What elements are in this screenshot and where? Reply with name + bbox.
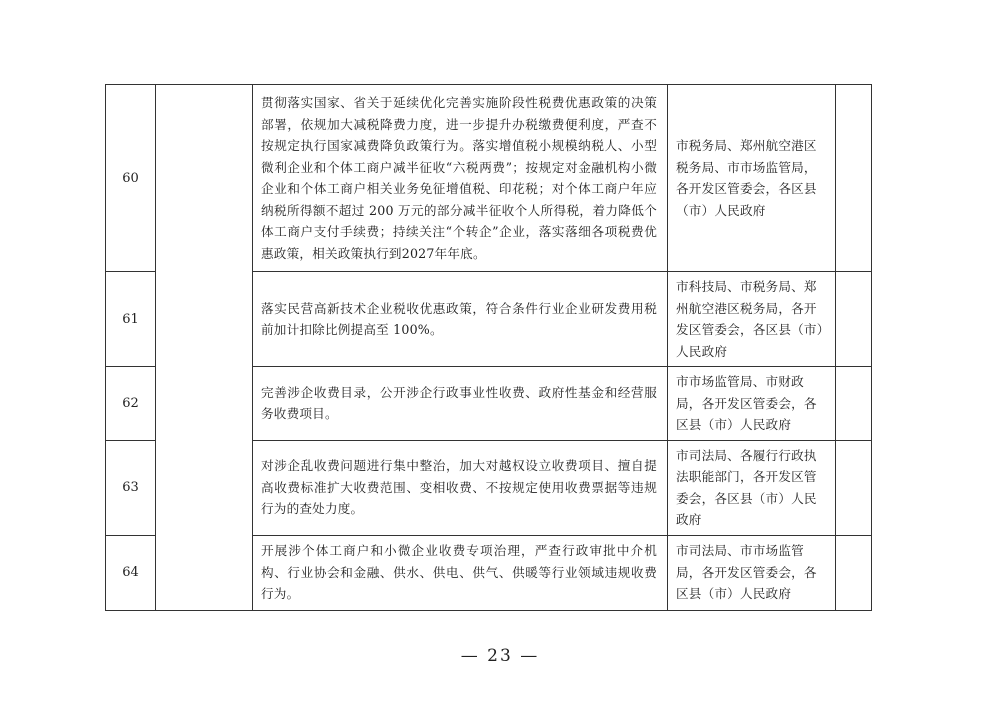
row-number: 60 — [106, 85, 156, 272]
task-cell: 落实民营高新技术企业税收优惠政策，符合条件行业企业研发费用税前加计扣除比例提高至 100%。 — [253, 272, 668, 367]
row-number: 61 — [106, 272, 156, 367]
note-cell — [836, 535, 872, 610]
responsible-unit-cell: 市科技局、市税务局、郑州航空港区税务局，各开发区管委会，各区县（市）人民政府 — [668, 272, 836, 367]
task-cell: 完善涉企收费目录，公开涉企行政事业性收费、政府性基金和经营服务收费项目。 — [253, 367, 668, 441]
note-cell — [836, 367, 872, 441]
task-cell: 贯彻落实国家、省关于延续优化完善实施阶段性税费优惠政策的决策部署，依规加大减税降费力度，进一步提升办税缴费便利度，严查不按规定执行国家减费降负政策行为。落实增值税小规模纳税人、小型微利企业和个体工商户减半征收“六税两费”；按规定对金融机构小微企业和个体工商户相关业务免征增值税、印花税；对个体工商户年应纳税所得额不超过 200 万元的部分减半征收个人所得税，着力降低个体工商户支付手续费；持续关注“个转企”企业，落实落细各项税费优惠政策，相关政策执行到2027年年底。 — [253, 85, 668, 272]
policy-table — [105, 84, 872, 611]
note-cell — [836, 272, 872, 367]
responsible-unit-cell: 市司法局、各履行行政执法职能部门，各开发区管委会，各区县（市）人民政府 — [668, 440, 836, 535]
task-cell: 对涉企乱收费问题进行集中整治，加大对越权设立收费项目、擅自提高收费标准扩大收费范围、变相收费、不按规定使用收费票据等违规行为的查处力度。 — [253, 440, 668, 535]
table-row — [106, 85, 872, 272]
row-number: 64 — [106, 535, 156, 610]
category-cell — [156, 85, 253, 611]
responsible-unit-cell: 市市场监管局、市财政局，各开发区管委会，各区县（市）人民政府 — [668, 367, 836, 441]
responsible-unit-cell: 市司法局、市市场监管局，各开发区管委会，各区县（市）人民政府 — [668, 535, 836, 610]
row-number: 63 — [106, 440, 156, 535]
note-cell — [836, 85, 872, 272]
note-cell — [836, 440, 872, 535]
task-cell: 开展涉个体工商户和小微企业收费专项治理，严查行政审批中介机构、行业协会和金融、供水、供电、供气、供暖等行业领域违规收费行为。 — [253, 535, 668, 610]
page-number: — 23 — — [460, 646, 540, 666]
responsible-unit-cell: 市税务局、郑州航空港区税务局、市市场监管局，各开发区管委会，各区县（市）人民政府 — [668, 85, 836, 272]
row-number: 62 — [106, 367, 156, 441]
